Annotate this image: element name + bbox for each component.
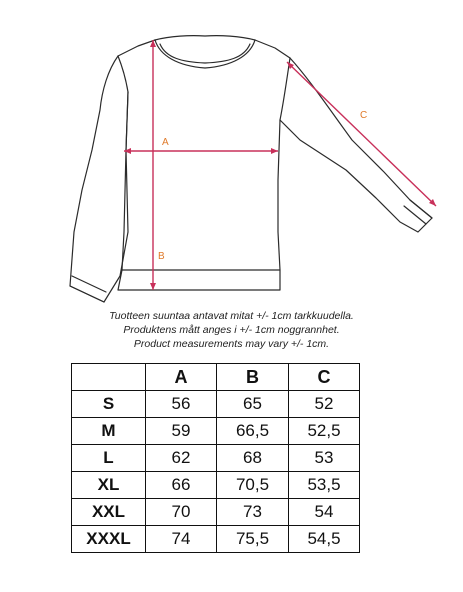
value-a-cell: 56 — [146, 391, 217, 418]
measurement-lines — [124, 40, 436, 290]
left-shoulder — [118, 40, 155, 56]
value-c-cell: 52 — [289, 391, 360, 418]
right-sleeve-outline — [280, 58, 432, 232]
header-size — [72, 364, 146, 391]
header-a: A — [146, 364, 217, 391]
value-a-cell: 70 — [146, 499, 217, 526]
right-cuff-line — [404, 206, 426, 224]
value-a-cell: 74 — [146, 526, 217, 553]
value-b-cell: 70,5 — [217, 472, 289, 499]
table-row — [72, 472, 360, 499]
hem-band — [118, 270, 280, 290]
body-right-side — [278, 120, 280, 270]
sweatshirt-outline — [70, 36, 432, 302]
value-c-cell: 53,5 — [289, 472, 360, 499]
value-c-cell: 53 — [289, 445, 360, 472]
measure-c-label: C — [360, 110, 368, 121]
value-a-cell: 59 — [146, 418, 217, 445]
right-cuff-top — [410, 200, 432, 218]
size-cell: M — [72, 418, 146, 445]
table-row — [72, 391, 360, 418]
value-a-cell: 66 — [146, 472, 217, 499]
table-row — [72, 526, 360, 553]
measure-a-arrow-right — [271, 148, 278, 154]
size-cell: XXXL — [72, 526, 146, 553]
measure-a-arrow-left — [124, 148, 131, 154]
collar-top — [155, 36, 255, 40]
header-c: C — [289, 364, 360, 391]
table-header-row — [72, 364, 360, 391]
size-cell: S — [72, 391, 146, 418]
value-c-cell: 54 — [289, 499, 360, 526]
table-row — [72, 418, 360, 445]
table-row — [72, 445, 360, 472]
collar-front — [155, 40, 255, 68]
measure-b-label: B — [158, 251, 165, 262]
right-armhole — [280, 58, 290, 120]
value-b-cell: 68 — [217, 445, 289, 472]
size-cell: XL — [72, 472, 146, 499]
size-table — [71, 363, 360, 553]
value-c-cell: 52,5 — [289, 418, 360, 445]
value-b-cell: 73 — [217, 499, 289, 526]
note-finnish: Tuotteen suuntaa antavat mitat +/- 1cm tarkkuudella. — [109, 310, 354, 322]
note-english: Product measurements may vary +/- 1cm. — [133, 338, 330, 350]
value-b-cell: 65 — [217, 391, 289, 418]
table-row — [72, 499, 360, 526]
note-swedish: Produktens mått anges i +/- 1cm noggrannhet. — [123, 324, 340, 336]
right-shoulder — [255, 40, 290, 58]
size-cell: XXL — [72, 499, 146, 526]
size-cell: L — [72, 445, 146, 472]
left-armhole — [118, 56, 128, 92]
value-a-cell: 62 — [146, 445, 217, 472]
measure-b-arrow-bottom — [150, 283, 156, 290]
value-b-cell: 66,5 — [217, 418, 289, 445]
header-b: B — [217, 364, 289, 391]
measure-a-label: A — [162, 137, 169, 148]
value-c-cell: 54,5 — [289, 526, 360, 553]
measurement-notes — [0, 309, 463, 351]
value-b-cell: 75,5 — [217, 526, 289, 553]
left-sleeve-outline — [70, 56, 128, 302]
